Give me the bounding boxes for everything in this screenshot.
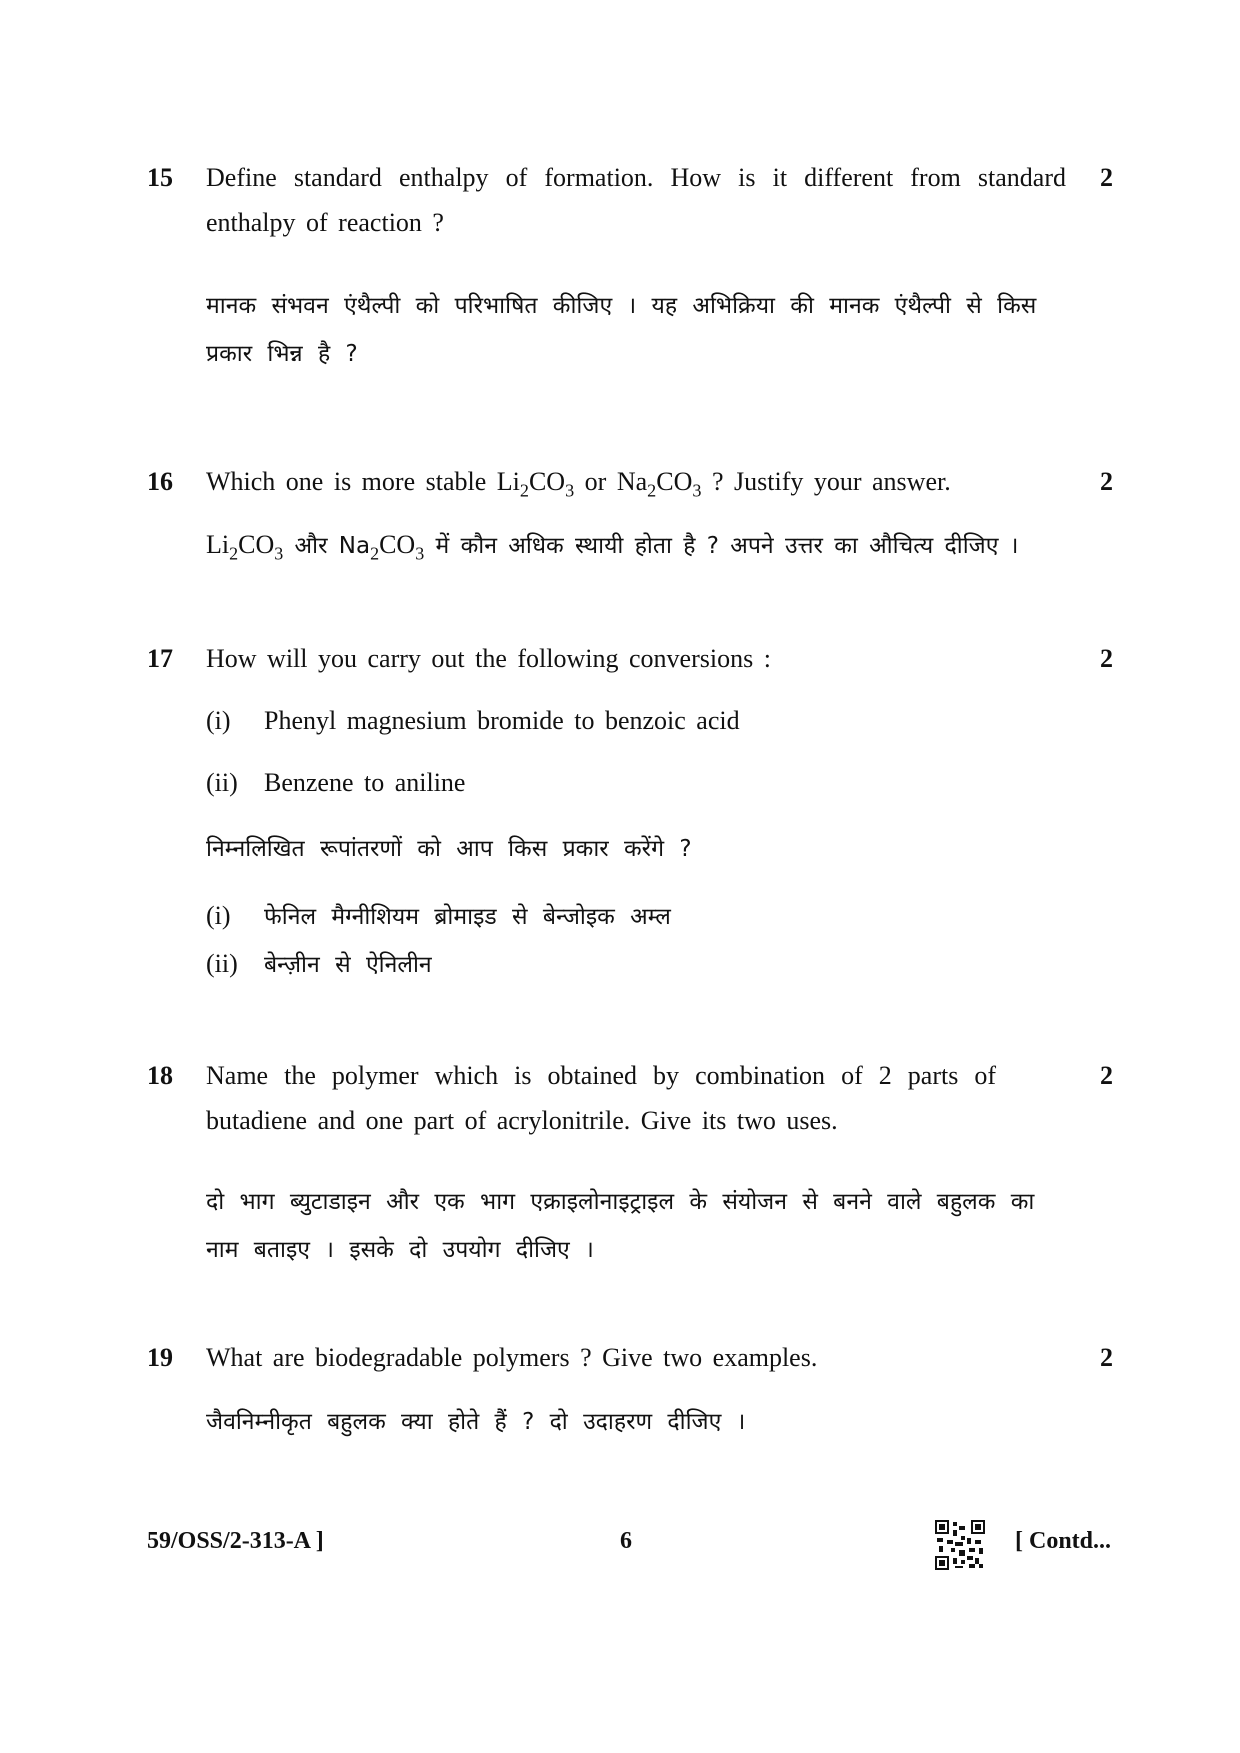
subscript: 3	[565, 480, 575, 501]
question-text-english: Name the polymer which is obtained by combination of 2 parts of butadiene and one part of acrylonitrile. Give its two uses.	[206, 1061, 996, 1135]
question-marks: 2	[1100, 644, 1113, 673]
question-number: 15	[147, 163, 173, 192]
text-run: Li	[206, 530, 230, 559]
question-marks: 2	[1100, 163, 1113, 192]
text-run: CO	[379, 530, 416, 559]
question-text-english: How will you carry out the following conversions :	[206, 644, 771, 673]
question-text-english	[206, 459, 1066, 504]
text-run: CO	[238, 530, 275, 559]
question-text-hindi: निम्नलिखित रूपांतरणों को आप किस प्रकार करेंगे ?	[206, 836, 692, 862]
subscript: 2	[519, 480, 529, 501]
sub-question-label: (ii)	[206, 768, 238, 797]
subscript: 2	[229, 543, 239, 564]
sub-question-hindi	[206, 899, 671, 931]
paper-code: 59/OSS/2-313-A ]	[147, 1528, 324, 1554]
sub-question-hindi	[206, 947, 432, 979]
text-run: ? Justify your answer.	[701, 467, 951, 496]
question-text-hindi: दो भाग ब्युटाडाइन और एक भाग एक्राइलोनाइट्राइल के संयोजन से बनने वाले बहुलक का नाम बताइए । इसके दो उपयोग दीजिए ।	[206, 1189, 1035, 1263]
subscript: 3	[692, 480, 702, 501]
sub-question-text: फेनिल मैग्नीशियम ब्रोमाइड से बेन्जोइक अम्ल	[264, 904, 671, 930]
question-text-hindi	[206, 521, 1066, 570]
subscript: 2	[370, 543, 380, 564]
question-marks: 2	[1100, 1061, 1113, 1090]
sub-question-label: (ii)	[206, 949, 238, 978]
text-run: CO	[528, 467, 566, 496]
sub-question-label: (i)	[206, 706, 231, 735]
question-text-hindi: मानक संभवन एंथैल्पी को परिभाषित कीजिए । यह अभिक्रिया की मानक एंथैल्पी से किस प्रकार भिन्न है ?	[206, 293, 1037, 367]
sub-question-text: Benzene to aniline	[264, 768, 466, 797]
question-number: 19	[147, 1343, 173, 1372]
subscript: 3	[274, 543, 284, 564]
text-run: CO	[656, 467, 693, 496]
question-text-hindi: जैवनिम्नीकृत बहुलक क्या होते हैं ? दो उदाहरण दीजिए ।	[206, 1409, 746, 1435]
continued-marker: [ Contd...	[1015, 1528, 1112, 1554]
subscript: 3	[415, 543, 425, 564]
sub-question-text: बेन्ज़ीन से ऐनिलीन	[264, 952, 432, 978]
sub-question-label: (i)	[206, 901, 231, 930]
sub-question-text: Phenyl magnesium bromide to benzoic acid	[264, 706, 740, 735]
sub-question-english	[206, 706, 740, 736]
question-marks: 2	[1100, 467, 1113, 496]
text-run: Which one is more stable Li	[206, 467, 520, 496]
text-run: में कौन अधिक स्थायी होता है ? अपने उत्तर का औचित्य दीजिए ।	[424, 533, 1019, 559]
text-run: और Na	[283, 533, 371, 559]
text-run: or Na	[574, 467, 648, 496]
question-number: 18	[147, 1061, 173, 1090]
subscript: 2	[647, 480, 657, 501]
sub-question-english	[206, 768, 465, 798]
question-number: 17	[147, 644, 173, 673]
qr-code-icon	[935, 1520, 985, 1570]
question-number: 16	[147, 467, 173, 496]
question-text-english: Define standard enthalpy of formation. How is it different from standard enthalpy of reaction ?	[206, 163, 1066, 237]
question-text-english: What are biodegradable polymers ? Give two examples.	[206, 1343, 818, 1372]
question-marks: 2	[1100, 1343, 1113, 1372]
page-number: 6	[620, 1528, 632, 1554]
